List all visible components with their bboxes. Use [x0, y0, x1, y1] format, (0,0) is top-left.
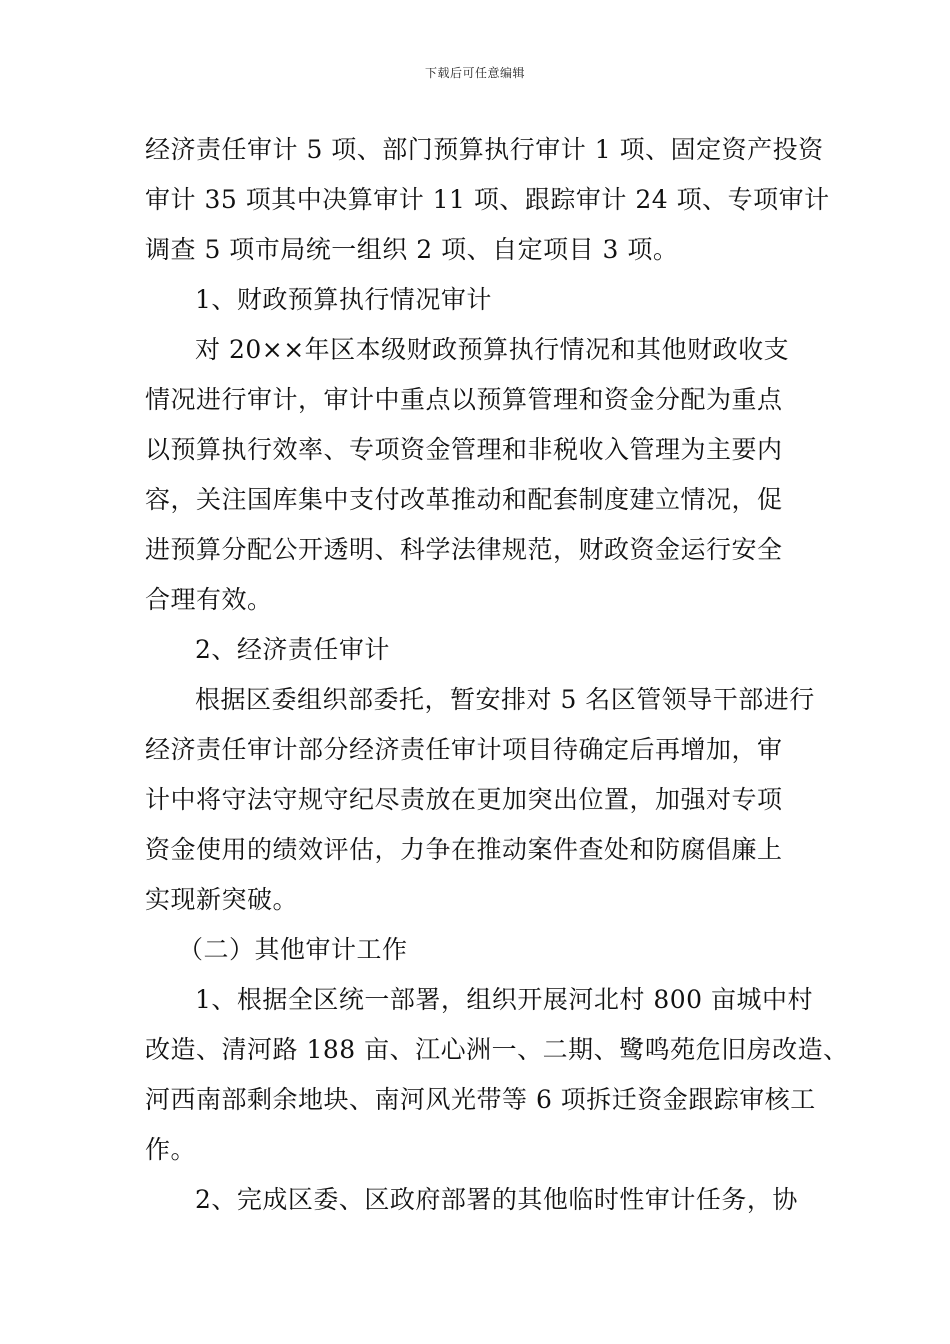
- body-line: 改造、清河路 188 亩、江心洲一、二期、鹭鸣苑危旧房改造、: [145, 1035, 849, 1064]
- body-line: 容，关注国库集中支付改革推动和配套制度建立情况，促: [145, 485, 783, 514]
- body-line: 进预算分配公开透明、科学法律规范，财政资金运行安全: [145, 535, 783, 564]
- body-line: 对 20××年区本级财政预算执行情况和其他财政收支: [195, 335, 790, 364]
- body-line: 作。: [145, 1135, 197, 1164]
- body-line: 1、根据全区统一部署，组织开展河北村 800 亩城中村: [195, 985, 814, 1014]
- body-line: 河西南部剩余地块、南河风光带等 6 项拆迁资金跟踪审核工: [145, 1085, 816, 1114]
- section-heading-other-audit: （二）其他审计工作: [178, 935, 408, 964]
- body-line: 经济责任审计 5 项、部门预算执行审计 1 项、固定资产投资: [145, 135, 824, 164]
- body-line: 调查 5 项市局统一组织 2 项、自定项目 3 项。: [145, 235, 679, 264]
- page-header-note: 下载后可任意编辑: [424, 66, 525, 80]
- body-line: 经济责任审计部分经济责任审计项目待确定后再增加，审: [145, 735, 783, 764]
- section-heading-economic-audit: 2、经济责任审计: [195, 635, 390, 664]
- body-line: 资金使用的绩效评估，力争在推动案件查处和防腐倡廉上: [145, 835, 783, 864]
- body-line: 实现新突破。: [145, 885, 299, 914]
- body-line: 合理有效。: [145, 585, 273, 614]
- body-line: 情况进行审计，审计中重点以预算管理和资金分配为重点: [145, 385, 783, 414]
- body-line: 以预算执行效率、专项资金管理和非税收入管理为主要内: [145, 435, 783, 464]
- body-line: 2、完成区委、区政府部署的其他临时性审计任务，协: [195, 1185, 798, 1214]
- body-line: 审计 35 项其中决算审计 11 项、跟踪审计 24 项、专项审计: [145, 185, 830, 214]
- body-line: 计中将守法守规守纪尽责放在更加突出位置，加强对专项: [145, 785, 783, 814]
- section-heading-budget-audit: 1、财政预算执行情况审计: [195, 285, 492, 314]
- body-line: 根据区委组织部委托，暂安排对 5 名区管领导干部进行: [195, 685, 815, 714]
